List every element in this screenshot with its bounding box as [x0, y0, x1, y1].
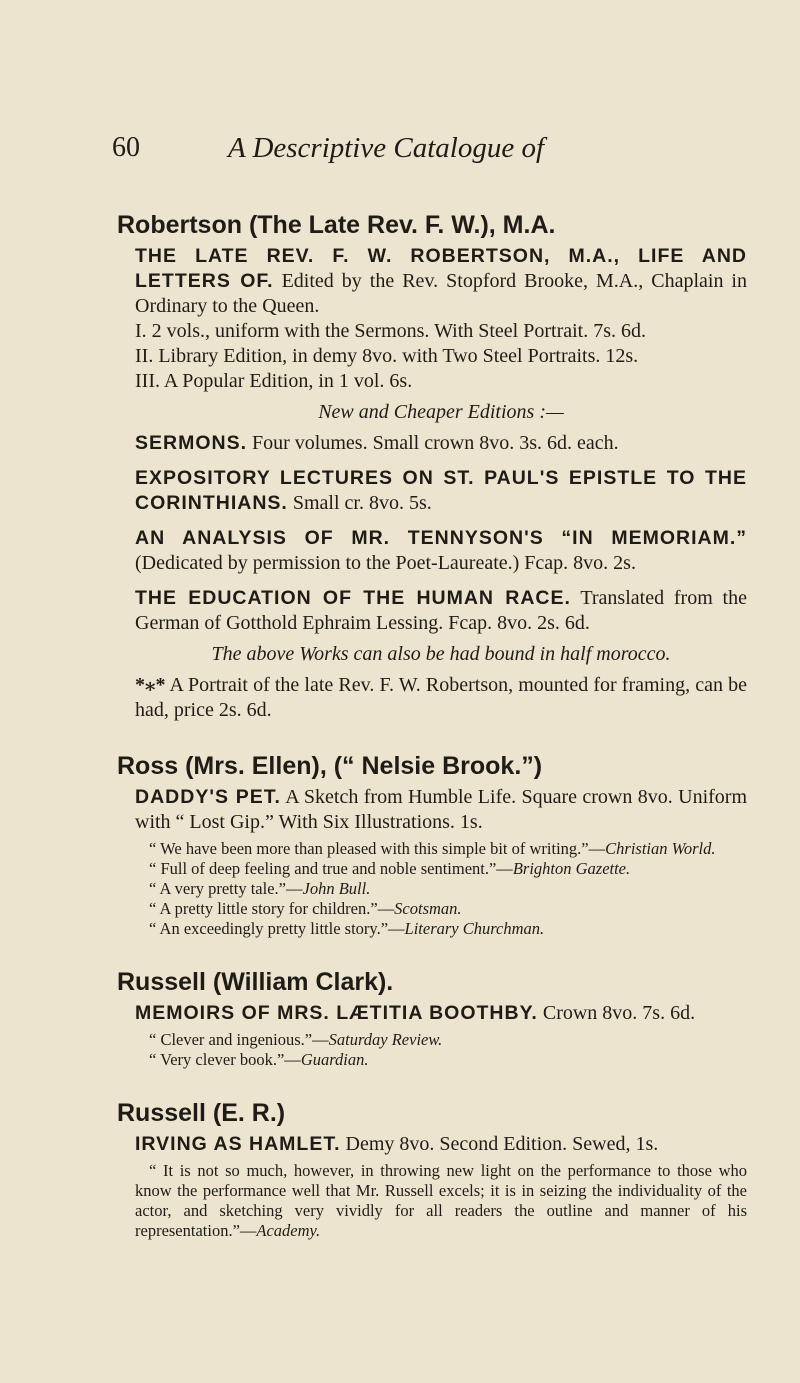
press-quotes-ross [135, 839, 747, 939]
page-content [117, 210, 747, 1241]
press-quote: “ Full of deep feeling and true and noble sentiment.”—Brighton Gazette. [149, 859, 631, 878]
entry-title: AN ANALYSIS OF MR. TENNYSON'S “IN MEMORIAM.” [135, 527, 747, 549]
page-number: 60 [112, 132, 140, 163]
entry-sermons [135, 431, 747, 456]
entry-title: IRVING AS HAMLET. [135, 1133, 341, 1155]
author-heading-russell-er: Russell (E. R.) [117, 1099, 286, 1127]
press-quote: “ It is not so much, however, in throwing new light on the performance to those who know the performance well that Mr. Russell excels; it is in seizing the individuality of the actor, and sketching very vividly for all readers the outline and manner of his representation.”—Academy. [135, 1161, 747, 1240]
entry-description: Four volumes. Small crown 8vo. 3s. 6d. each. [247, 432, 619, 454]
entry-title: EXPOSITORY LECTURES ON ST. PAUL'S EPISTLE TO THE CORINTHIANS. [135, 467, 747, 514]
entry-title: SERMONS. [135, 432, 248, 454]
press-quote: “ A very pretty tale.”—John Bull. [149, 879, 371, 898]
asterism: *⁎* [135, 674, 166, 696]
edition-line-2: II. Library Edition, in demy 8vo. with Two Steel Portraits. 12s. [135, 345, 639, 367]
entry-description: Demy 8vo. Second Edition. Sewed, 1s. [340, 1133, 659, 1155]
running-title: A Descriptive Catalogue of [228, 132, 544, 164]
entry-expository-lectures [135, 466, 747, 516]
entry-memoirs-boothby [135, 1001, 747, 1026]
entry-title: MEMOIRS OF MRS. LÆTITIA BOOTHBY. [135, 1002, 538, 1024]
entry-title: DADDY'S PET. [135, 786, 281, 808]
press-quotes-russell-wc [135, 1030, 747, 1070]
subheading-cheaper-editions: New and Cheaper Editions :— [318, 401, 564, 423]
press-quotes-russell-er [135, 1161, 747, 1241]
portrait-note [135, 673, 747, 723]
edition-line-3: III. A Popular Edition, in 1 vol. 6s. [135, 370, 413, 392]
edition-line-1: I. 2 vols., uniform with the Sermons. With Steel Portrait. 7s. 6d. [135, 320, 647, 342]
entry-description: Translated from the German of Gotthold Ephraim Lessing. Fcap. 8vo. 2s. 6d. [135, 587, 747, 634]
entry-description: Small cr. 8vo. 5s. [287, 492, 432, 514]
press-quote: “ We have been more than pleased with this simple bit of writing.”—Christian World. [149, 839, 716, 858]
entry-education-human-race [135, 586, 747, 636]
half-morocco-note: The above Works can also be had bound in half morocco. [211, 643, 671, 665]
author-heading-russell-william-clark: Russell (William Clark). [117, 968, 394, 996]
entry-description: Edited by the Rev. Stopford Brooke, M.A., Chaplain in Ordinary to the Queen. [135, 270, 747, 317]
portrait-note-text: A Portrait of the late Rev. F. W. Robertson, mounted for framing, can be had, price 2s. 6d. [135, 674, 747, 721]
press-quote: “ An exceedingly pretty little story.”—Literary Churchman. [149, 919, 545, 938]
author-heading-robertson: Robertson (The Late Rev. F. W.), M.A. [117, 211, 556, 239]
entry-irving-as-hamlet [135, 1132, 747, 1157]
running-head [0, 132, 800, 172]
entry-title: THE LATE REV. F. W. ROBERTSON, M.A., LIFE AND LETTERS OF. [135, 245, 747, 292]
entry-description: Crown 8vo. 7s. 6d. [537, 1002, 696, 1024]
author-heading-ross: Ross (Mrs. Ellen), (“ Nelsie Brook.”) [117, 752, 543, 780]
entry-tennyson-analysis [135, 526, 747, 576]
entry-description: A Sketch from Humble Life. Square crown 8vo. Uniform with “ Lost Gip.” With Six Illustrations. 1s. [135, 786, 747, 833]
entry-title: THE EDUCATION OF THE HUMAN RACE. [135, 587, 571, 609]
press-quote: “ A pretty little story for children.”—Scotsman. [149, 899, 462, 918]
entry-life-and-letters [135, 244, 747, 319]
entry-daddys-pet [135, 785, 747, 835]
press-quote: “ Clever and ingenious.”—Saturday Review. [149, 1030, 443, 1049]
press-quote: “ Very clever book.”—Guardian. [149, 1050, 369, 1069]
entry-description: (Dedicated by permission to the Poet-Laureate.) Fcap. 8vo. 2s. [135, 552, 636, 574]
